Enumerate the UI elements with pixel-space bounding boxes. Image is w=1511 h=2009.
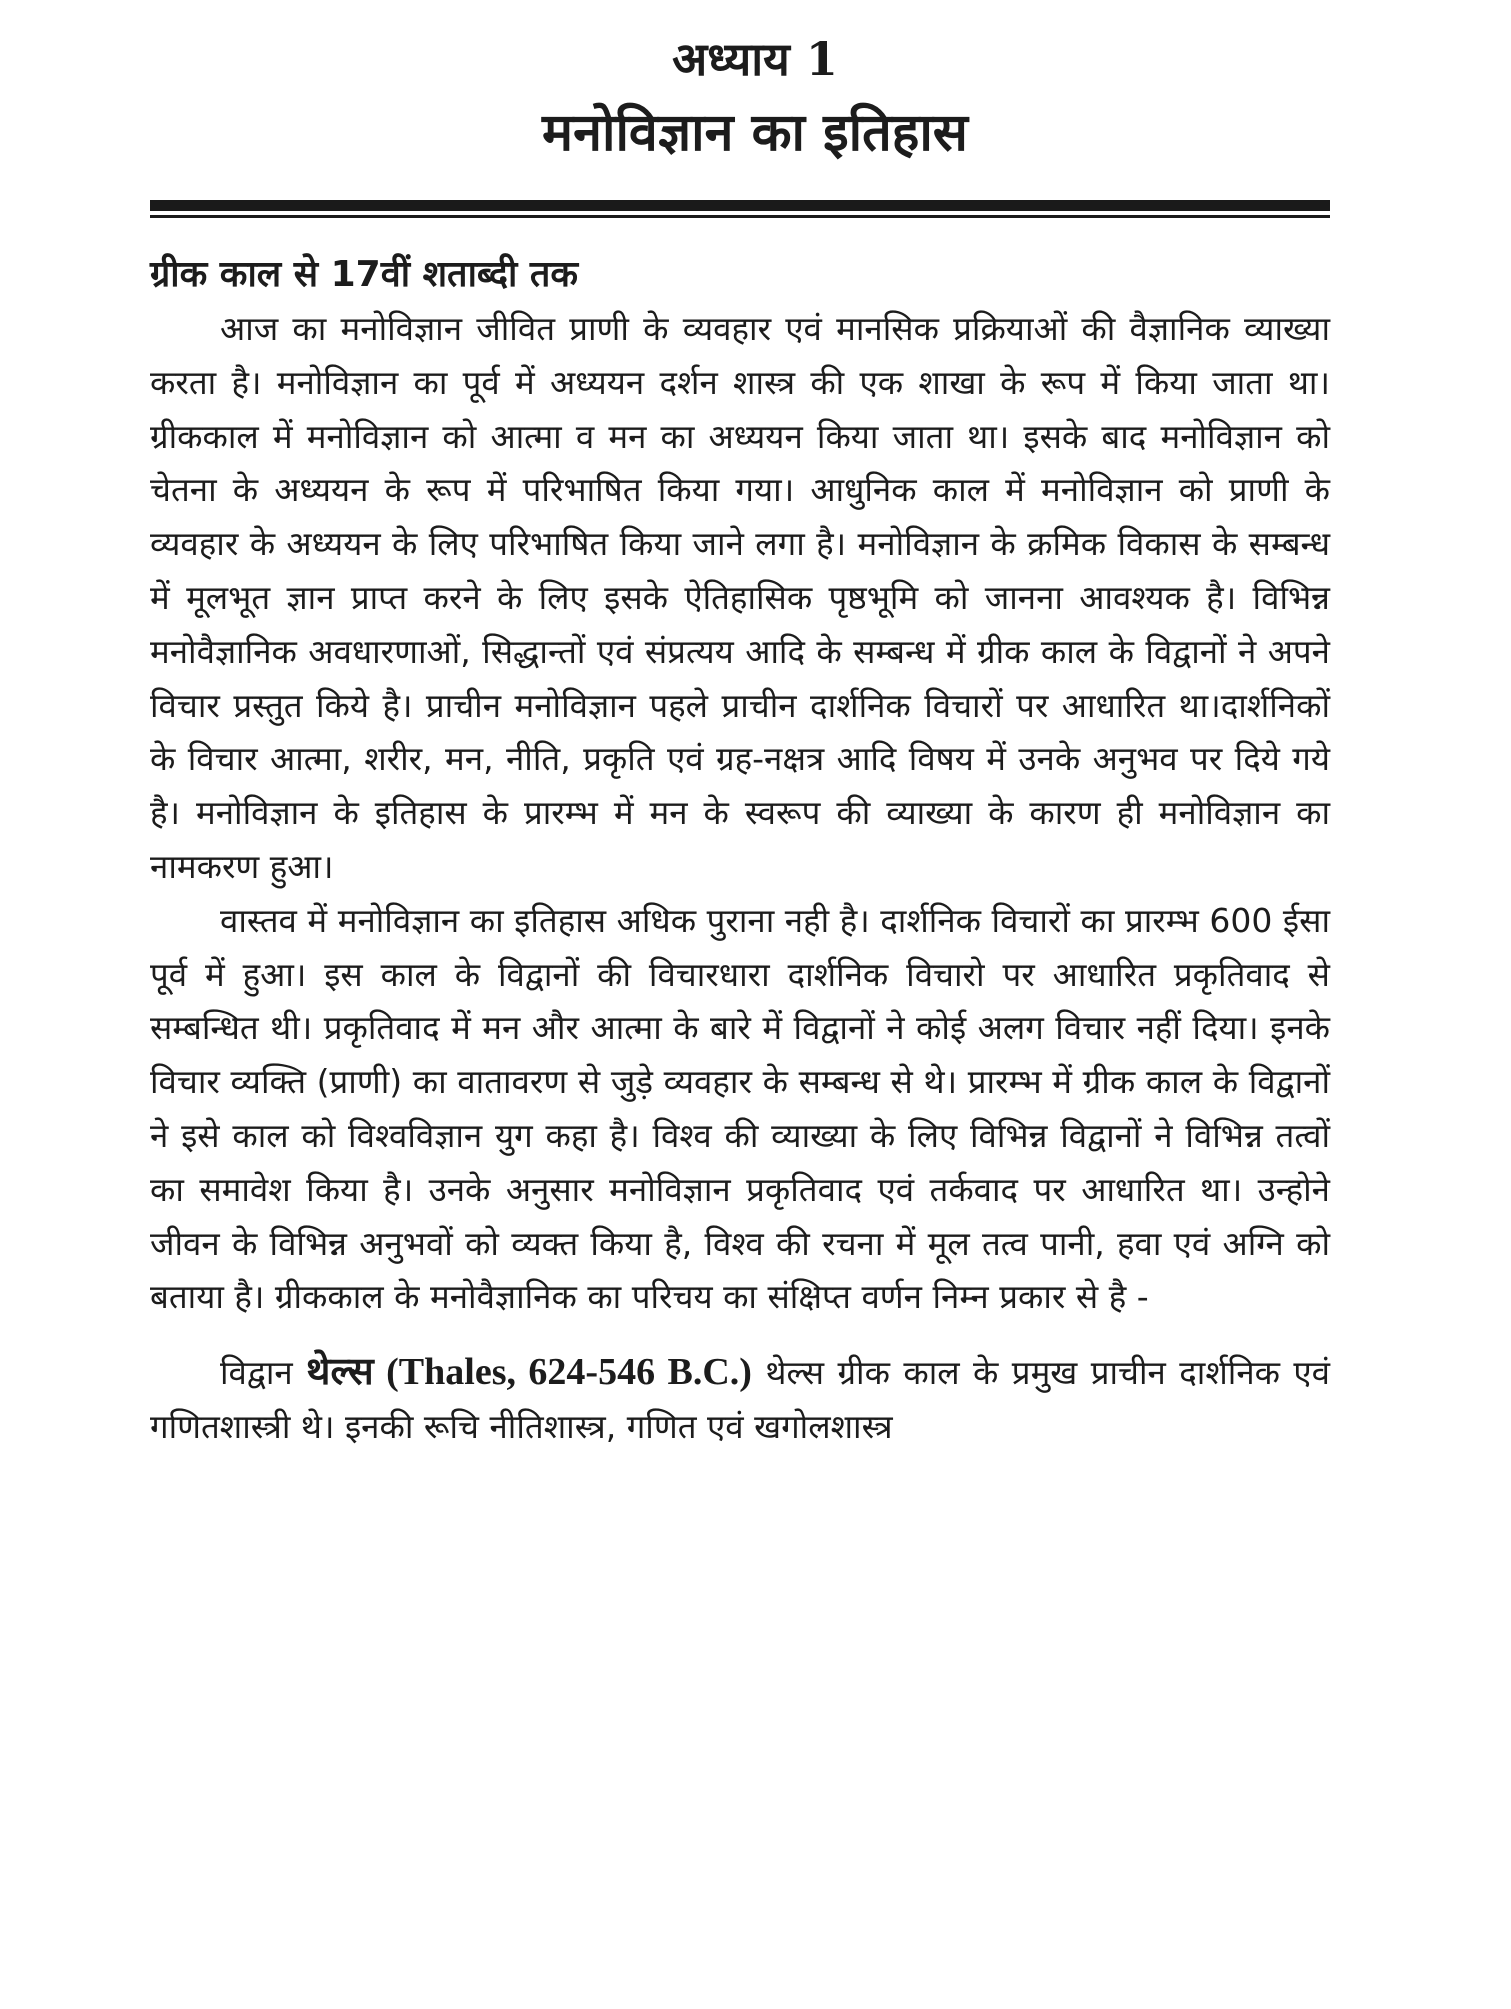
thales-name: थेल्स (Thales, 624-546 B.C.) bbox=[306, 1351, 752, 1394]
paragraph-intro: आज का मनोविज्ञान जीवित प्राणी के व्यवहार एवं मानसिक प्रक्रियाओं की वैज्ञानिक व्याख्या करता है। मनोविज्ञान का पूर्व में अध्ययन दर्शन शास्त्र की एक शाखा के रूप में किया जाता था। ग्रीककाल में मनोविज्ञान को आत्मा व मन का अध्ययन किया जाता था। इसके बाद मनोविज्ञान को चेतना के अध्ययन के रूप में परिभाषित किया गया। आधुनिक काल में मनोविज्ञान को प्राणी के व्यवहार के अध्ययन के लिए परिभाषित किया जाने लगा है। मनोविज्ञान के क्रमिक विकास के सम्बन्ध में मूलभूत ज्ञान प्राप्त करने के लिए इसके ऐतिहासिक पृष्ठभूमि को जानना आवश्यक है। विभिन्न मनोवैज्ञानिक अवधारणाओं, सिद्धान्तों एवं संप्रत्यय आदि के सम्बन्ध में ग्रीक काल के विद्वानों ने अपने विचार प्रस्तुत किये है। प्राचीन मनोविज्ञान पहले प्राचीन दार्शनिक विचारों पर आधारित था।दार्शनिकों के विचार आत्मा, शरीर, मन, नीति, प्रकृति एवं ग्रह-नक्षत्र आदि विषय में उनके अनुभव पर दिये गये है। मनोविज्ञान के इतिहास के प्रारम्भ में मन के स्वरूप की व्याख्या के कारण ही मनोविज्ञान का नामकरण हुआ। bbox=[150, 309, 1330, 886]
paragraph-history: वास्तव में मनोविज्ञान का इतिहास अधिक पुराना नही है। दार्शनिक विचारों का प्रारम्भ 600 ईसा पूर्व में हुआ। इस काल के विद्वानों की विचारधारा दार्शनिक विचारो पर आधारित प्रकृतिवाद से सम्बन्धित थी। प्रकृतिवाद में मन और आत्मा के बारे में विद्वानों ने कोई अलग विचार नहीं दिया। इनके विचार व्यक्ति (प्राणी) का वातावरण से जुड़े व्यवहार के सम्बन्ध से थे। प्रारम्भ में ग्रीक काल के विद्वानों ने इसे काल को विश्वविज्ञान युग कहा है। विश्व की व्याख्या के लिए विभिन्न विद्वानों ने विभिन्न तत्वों का समावेश किया है। उनके अनुसार मनोविज्ञान प्रकृतिवाद एवं तर्कवाद पर आधारित था। उन्होने जीवन के विभिन्न अनुभवों को व्यक्त किया है, विश्व की रचना में मूल तत्व पानी, हवा एवं अग्नि को बताया है। ग्रीककाल के मनोवैज्ञानिक का परिचय का संक्षिप्त वर्णन निम्न प्रकार से है - bbox=[150, 900, 1330, 1317]
chapter-number: अध्याय 1 bbox=[672, 32, 838, 86]
section-heading: ग्रीक काल से 17वीं शताब्दी तक bbox=[150, 254, 579, 295]
chapter-title: मनोविज्ञान का इतिहास bbox=[542, 103, 968, 163]
paragraph-thales bbox=[150, 1346, 1330, 1454]
divider-thick-line bbox=[150, 200, 1330, 211]
document-page bbox=[150, 28, 1330, 1454]
thales-description: थेल्स ग्रीक काल के प्रमुख प्राचीन दार्शनिक एवं गणितशास्त्री थे। इनकी रूचि नीतिशास्त्र, गणित एवं खगोलशास्त्र bbox=[150, 1353, 1330, 1446]
thales-prefix: विद्वान bbox=[220, 1353, 293, 1393]
divider-thin-line bbox=[150, 215, 1330, 218]
